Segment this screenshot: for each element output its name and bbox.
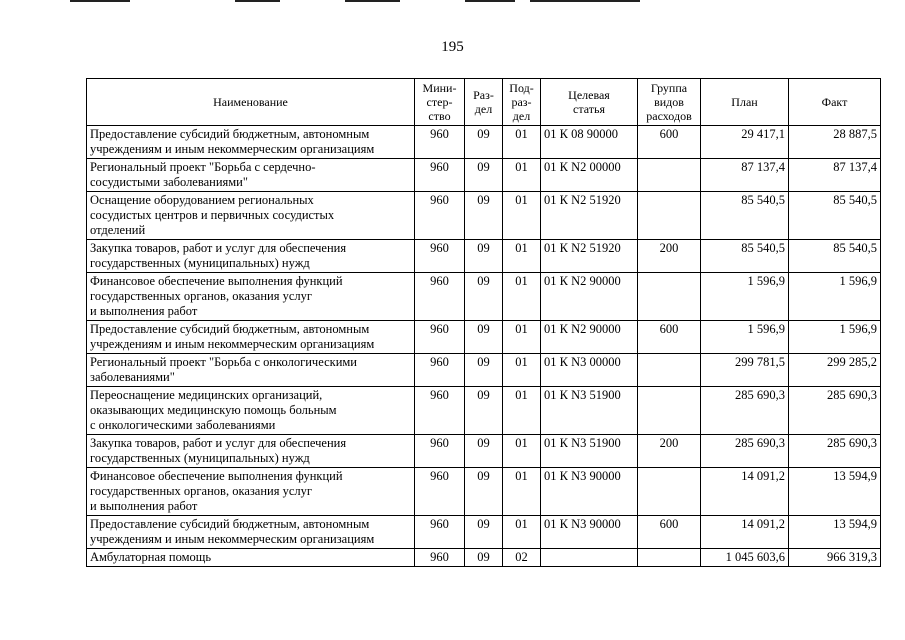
header-target-article [541, 79, 638, 126]
header-subsection [503, 79, 541, 126]
cell-expense-group [638, 549, 701, 567]
scan-top-edge-marks [60, 0, 840, 4]
cell-name [87, 192, 415, 240]
cell-target-article: 01 К N3 51900 [541, 435, 638, 468]
cell-target-article: 01 К N2 90000 [541, 273, 638, 321]
cell-name-line: государственных органов, оказания услуг [90, 484, 313, 498]
cell-fact: 13 594,9 [789, 468, 881, 516]
cell-target-article: 01 К N2 51920 [541, 240, 638, 273]
table-row [87, 387, 881, 435]
cell-name-line: Амбулаторная помощь [90, 550, 212, 564]
cell-fact: 1 596,9 [789, 321, 881, 354]
cell-target-article: 01 К 08 90000 [541, 126, 638, 159]
header-section-line: Раз- [473, 88, 494, 102]
header-name: Наименование [87, 79, 415, 126]
cell-subsection: 01 [503, 435, 541, 468]
header-target-article-line: Целевая [568, 88, 610, 102]
cell-section: 09 [465, 354, 503, 387]
header-ministry [415, 79, 465, 126]
header-section-line: дел [474, 102, 493, 116]
cell-name [87, 468, 415, 516]
cell-name [87, 354, 415, 387]
cell-name-line: с онкологическими заболеваниями [90, 418, 276, 432]
header-subsection-line: раз- [511, 95, 532, 109]
cell-fact: 85 540,5 [789, 240, 881, 273]
cell-fact: 285 690,3 [789, 387, 881, 435]
cell-fact: 85 540,5 [789, 192, 881, 240]
cell-name-line: государственных (муниципальных) нужд [90, 451, 310, 465]
cell-target-article: 01 К N3 90000 [541, 516, 638, 549]
cell-section: 09 [465, 126, 503, 159]
cell-name-line: сосудистыми заболеваниями" [90, 175, 248, 189]
cell-section: 09 [465, 516, 503, 549]
cell-name [87, 321, 415, 354]
cell-plan: 87 137,4 [701, 159, 789, 192]
cell-target-article: 01 К N3 90000 [541, 468, 638, 516]
cell-plan: 14 091,2 [701, 516, 789, 549]
cell-expense-group [638, 273, 701, 321]
cell-plan: 14 091,2 [701, 468, 789, 516]
table-row [87, 549, 881, 567]
header-subsection-line: Под- [509, 81, 534, 95]
cell-section: 09 [465, 192, 503, 240]
cell-fact: 299 285,2 [789, 354, 881, 387]
cell-ministry: 960 [415, 468, 465, 516]
cell-name-line: Предоставление субсидий бюджетным, автономным [90, 517, 370, 531]
cell-name [87, 435, 415, 468]
table-row [87, 126, 881, 159]
cell-section: 09 [465, 435, 503, 468]
table-row [87, 468, 881, 516]
header-plan: План [701, 79, 789, 126]
cell-target-article: 01 К N2 51920 [541, 192, 638, 240]
cell-subsection: 01 [503, 387, 541, 435]
cell-name-line: Региональный проект "Борьба с онкологическими [90, 355, 357, 369]
cell-ministry: 960 [415, 435, 465, 468]
cell-expense-group: 600 [638, 126, 701, 159]
cell-subsection: 01 [503, 321, 541, 354]
cell-name-line: государственных (муниципальных) нужд [90, 256, 310, 270]
header-ministry-line: ство [428, 109, 451, 123]
cell-name-line: государственных органов, оказания услуг [90, 289, 313, 303]
cell-name-line: Закупка товаров, работ и услуг для обеспечения [90, 241, 347, 255]
table-body [87, 126, 881, 567]
table-row [87, 159, 881, 192]
cell-expense-group [638, 354, 701, 387]
header-expense-group-line: видов [654, 95, 684, 109]
cell-section: 09 [465, 240, 503, 273]
cell-name-line: и выполнения работ [90, 499, 198, 513]
cell-ministry: 960 [415, 549, 465, 567]
cell-subsection: 01 [503, 126, 541, 159]
cell-expense-group [638, 192, 701, 240]
cell-expense-group: 200 [638, 240, 701, 273]
cell-name-line: Финансовое обеспечение выполнения функций [90, 469, 343, 483]
table-row [87, 273, 881, 321]
cell-subsection: 01 [503, 192, 541, 240]
cell-ministry: 960 [415, 192, 465, 240]
cell-fact: 87 137,4 [789, 159, 881, 192]
cell-plan: 1 596,9 [701, 321, 789, 354]
cell-name [87, 126, 415, 159]
cell-name-line: и выполнения работ [90, 304, 198, 318]
cell-name-line: Предоставление субсидий бюджетным, автономным [90, 322, 370, 336]
cell-target-article [541, 549, 638, 567]
cell-subsection: 01 [503, 468, 541, 516]
cell-subsection: 01 [503, 159, 541, 192]
cell-plan: 85 540,5 [701, 192, 789, 240]
cell-subsection: 01 [503, 273, 541, 321]
table-row [87, 354, 881, 387]
cell-name [87, 387, 415, 435]
cell-plan: 285 690,3 [701, 387, 789, 435]
header-ministry-line: стер- [426, 95, 453, 109]
cell-name-line: учреждениям и иным некоммерческим организациям [90, 337, 375, 351]
cell-name-line: Закупка товаров, работ и услуг для обеспечения [90, 436, 347, 450]
cell-name [87, 159, 415, 192]
page-number: 195 [441, 39, 464, 55]
cell-fact: 1 596,9 [789, 273, 881, 321]
header-ministry-line: Мини- [422, 81, 457, 95]
cell-ministry: 960 [415, 516, 465, 549]
cell-name-line: учреждениям и иным некоммерческим организациям [90, 142, 375, 156]
cell-plan: 1 596,9 [701, 273, 789, 321]
table-row [87, 516, 881, 549]
header-expense-group [638, 79, 701, 126]
cell-fact: 285 690,3 [789, 435, 881, 468]
cell-name-line: Финансовое обеспечение выполнения функций [90, 274, 343, 288]
cell-fact: 13 594,9 [789, 516, 881, 549]
cell-section: 09 [465, 159, 503, 192]
cell-name-line: учреждениям и иным некоммерческим организациям [90, 532, 375, 546]
cell-name-line: заболеваниями" [90, 370, 175, 384]
cell-target-article: 01 К N2 90000 [541, 321, 638, 354]
cell-ministry: 960 [415, 159, 465, 192]
cell-plan: 85 540,5 [701, 240, 789, 273]
cell-subsection: 01 [503, 354, 541, 387]
cell-name-line: Переоснащение медицинских организаций, [90, 388, 323, 402]
cell-name-line: Региональный проект "Борьба с сердечно- [90, 160, 316, 174]
cell-section: 09 [465, 387, 503, 435]
cell-section: 09 [465, 549, 503, 567]
header-section [465, 79, 503, 126]
cell-expense-group: 600 [638, 321, 701, 354]
cell-ministry: 960 [415, 321, 465, 354]
cell-name-line: Предоставление субсидий бюджетным, автономным [90, 127, 370, 141]
cell-subsection: 02 [503, 549, 541, 567]
cell-ministry: 960 [415, 273, 465, 321]
cell-name-line: Оснащение оборудованием региональных [90, 193, 314, 207]
table-row [87, 435, 881, 468]
cell-target-article: 01 К N3 00000 [541, 354, 638, 387]
header-target-article-line: статья [573, 102, 605, 116]
header-subsection-line: дел [512, 109, 531, 123]
cell-name-line: сосудистых центров и первичных сосудистых [90, 208, 335, 222]
cell-target-article: 01 К N2 00000 [541, 159, 638, 192]
cell-name-line: отделений [90, 223, 146, 237]
cell-expense-group [638, 159, 701, 192]
cell-expense-group: 600 [638, 516, 701, 549]
cell-section: 09 [465, 468, 503, 516]
table-header-row [87, 79, 881, 126]
cell-name [87, 549, 415, 567]
cell-expense-group [638, 468, 701, 516]
cell-subsection: 01 [503, 516, 541, 549]
cell-section: 09 [465, 273, 503, 321]
cell-name [87, 516, 415, 549]
cell-name [87, 273, 415, 321]
cell-name [87, 240, 415, 273]
cell-expense-group [638, 387, 701, 435]
cell-plan: 29 417,1 [701, 126, 789, 159]
cell-expense-group: 200 [638, 435, 701, 468]
table-row [87, 321, 881, 354]
table-row [87, 240, 881, 273]
budget-table [86, 78, 881, 567]
cell-ministry: 960 [415, 354, 465, 387]
cell-ministry: 960 [415, 387, 465, 435]
table-row [87, 192, 881, 240]
cell-fact: 966 319,3 [789, 549, 881, 567]
cell-ministry: 960 [415, 240, 465, 273]
cell-target-article: 01 К N3 51900 [541, 387, 638, 435]
header-expense-group-line: расходов [646, 109, 692, 123]
cell-plan: 285 690,3 [701, 435, 789, 468]
cell-name-line: оказывающих медицинскую помощь больным [90, 403, 337, 417]
cell-section: 09 [465, 321, 503, 354]
cell-fact: 28 887,5 [789, 126, 881, 159]
cell-plan: 1 045 603,6 [701, 549, 789, 567]
header-expense-group-line: Группа [650, 81, 688, 95]
header-fact: Факт [789, 79, 881, 126]
cell-subsection: 01 [503, 240, 541, 273]
cell-plan: 299 781,5 [701, 354, 789, 387]
cell-ministry: 960 [415, 126, 465, 159]
